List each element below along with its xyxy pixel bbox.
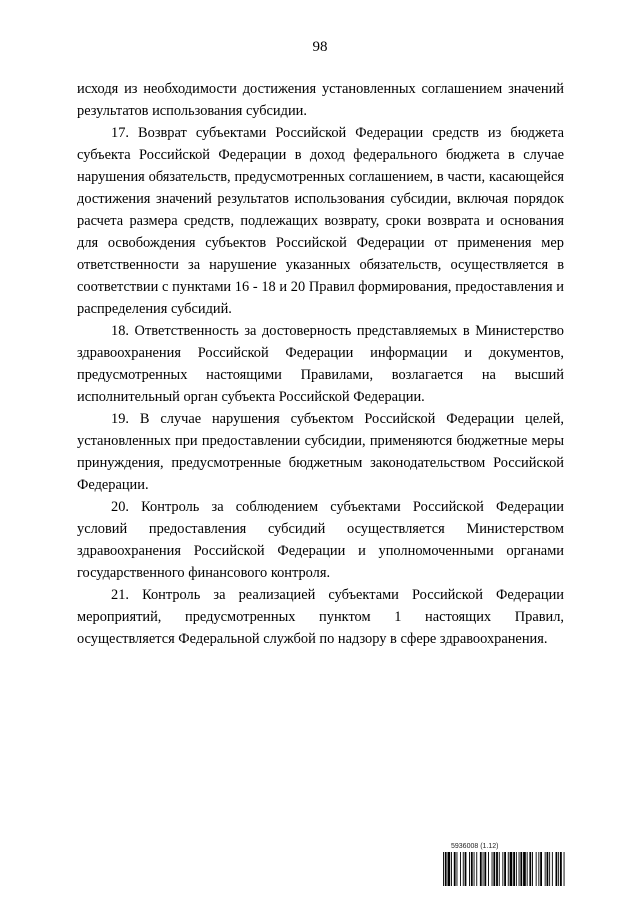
barcode-icon (443, 852, 567, 886)
barcode-caption: 5936008 (1.12) (451, 843, 499, 850)
paragraph-17: 17. Возврат субъектами Российской Федерации средств из бюджета субъекта Российской Федерации в доход федерального бюджета в случае нарушения обязательств, предусмотренных соглашением, в части, касающейся достижения значений результатов использования субсидии, включая порядок расчета размера средств, подлежащих возврату, сроки возврата и основания для освобождения субъектов Российской Федерации от применения мер ответственности за нарушение указанных обязательств, осуществляется в соответствии с пунктами 16 - 18 и 20 Правил формирования, предоставления и распределения субсидий. (77, 125, 564, 317)
paragraph-21: 21. Контроль за реализацией субъектами Российской Федерации мероприятий, предусмотренных пунктом 1 настоящих Правил, осуществляется Федеральной службой по надзору в сфере здравоохранения. (77, 587, 564, 647)
paragraph-18: 18. Ответственность за достоверность представляемых в Министерство здравоохранения Российской Федерации информации и документов, предусмотренных настоящими Правилами, возлагается на высший исполнительный орган субъекта Российской Федерации. (77, 323, 564, 405)
barcode-block (443, 842, 567, 890)
page-number: 98 (312, 39, 328, 55)
paragraph-continuation: исходя из необходимости достижения установленных соглашением значений результатов использования субсидии. (77, 81, 564, 119)
paragraph-20: 20. Контроль за соблюдением субъектами Российской Федерации условий предоставления субсидий осуществляется Министерством здравоохранения Российской Федерации и уполномоченными органами государственного финансового контроля. (77, 499, 564, 581)
document-body (77, 78, 564, 650)
paragraph-19: 19. В случае нарушения субъектом Российской Федерации целей, установленных при предоставлении субсидии, применяются бюджетные меры принуждения, предусмотренные бюджетным законодательством Российской Федерации. (77, 411, 564, 493)
